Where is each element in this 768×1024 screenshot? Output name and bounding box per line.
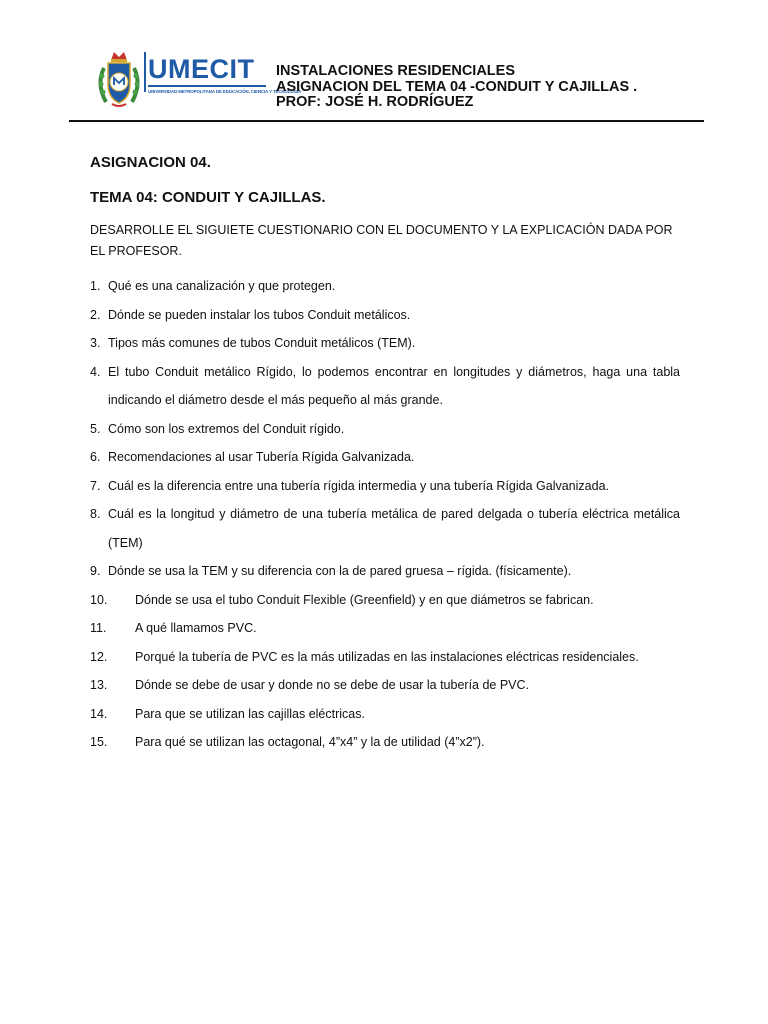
question-number: 12.	[90, 649, 108, 664]
question-text: Para qué se utilizan las octagonal, 4”x4” y la de utilidad (4”x2”).	[135, 735, 485, 749]
question-text: Recomendaciones al usar Tubería Rígida Galvanizada.	[108, 450, 415, 464]
assignment-title: ASIGNACION DEL TEMA 04 -CONDUIT Y CAJILLAS .	[276, 78, 638, 95]
question-item	[90, 301, 680, 330]
question-number: 5.	[90, 421, 101, 436]
question-number: 15.	[90, 735, 108, 749]
topic-heading: TEMA 04: CONDUIT Y CAJILLAS.	[90, 189, 326, 206]
assignment-heading: ASIGNACION 04.	[90, 154, 211, 171]
question-item	[90, 700, 680, 729]
question-number: 9.	[90, 564, 101, 578]
question-text: Cuál es la longitud y diámetro de una tubería metálica de pared delgada o tubería eléctrica metálica (TEM)	[108, 507, 680, 550]
brand-underline	[148, 85, 266, 87]
question-number: 6.	[90, 450, 101, 464]
question-text: A qué llamamos PVC.	[135, 621, 257, 635]
question-item	[90, 472, 680, 501]
document-header	[276, 64, 637, 111]
question-text: El tubo Conduit metálico Rígido, lo podemos encontrar en longitudes y diámetros, haga una tabla indicando el diámetro desde el más pequeño al más grande.	[108, 364, 680, 407]
question-number: 3.	[90, 336, 101, 350]
brand-block	[144, 54, 302, 94]
question-list	[90, 272, 680, 757]
question-text: Cómo son los extremos del Conduit rígido.	[108, 421, 345, 436]
question-text: Tipos más comunes de tubos Conduit metálicos (TEM).	[108, 336, 416, 350]
question-number: 10.	[90, 592, 108, 607]
question-item	[90, 728, 680, 757]
brand-name: UMECIT	[148, 54, 255, 84]
question-item	[90, 329, 680, 358]
question-item	[90, 500, 680, 557]
question-item	[90, 272, 680, 301]
question-number: 14.	[90, 706, 108, 721]
question-text: Dónde se usa el tubo Conduit Flexible (Greenfield) y en que diámetros se fabrican.	[135, 592, 594, 607]
question-item	[90, 586, 680, 615]
question-text: Qué es una canalización y que protegen.	[108, 279, 336, 293]
question-number: 2.	[90, 307, 101, 322]
question-text: Para que se utilizan las cajillas eléctricas.	[135, 706, 365, 721]
question-number: 1.	[90, 279, 101, 293]
question-text: Dónde se pueden instalar los tubos Conduit metálicos.	[108, 307, 411, 322]
question-text: Dónde se usa la TEM y su diferencia con la de pared gruesa – rígida. (físicamente).	[108, 564, 572, 578]
question-item	[90, 443, 680, 472]
question-item	[90, 557, 680, 586]
professor-name: PROF: JOSÉ H. RODRÍGUEZ	[276, 94, 474, 110]
question-number: 13.	[90, 678, 108, 692]
question-item	[90, 415, 680, 444]
question-number: 8.	[90, 507, 101, 521]
question-item	[90, 671, 680, 700]
header-divider	[69, 120, 704, 122]
umecit-logo	[94, 46, 302, 110]
question-number: 7.	[90, 478, 101, 493]
question-text: Cuál es la diferencia entre una tubería rígida intermedia y una tubería Rígida Galvanizada.	[108, 478, 609, 493]
question-item	[90, 358, 680, 415]
instructions-paragraph: DESARROLLE EL SIGUIETE CUESTIONARIO CON EL DOCUMENTO Y LA EXPLICACIÓN DADA POR EL PROFESOR.	[90, 223, 673, 258]
question-number: 11.	[90, 621, 107, 635]
question-item	[90, 643, 680, 672]
crest-icon	[94, 46, 144, 110]
question-number: 4.	[90, 364, 101, 379]
question-text: Dónde se debe de usar y donde no se debe de usar la tubería de PVC.	[135, 678, 530, 692]
brand-subtitle: UNIVERSIDAD METROPOLITANA DE EDUCACIÓN, CIENCIA Y TECNOLOGÍA	[148, 89, 302, 94]
course-title: INSTALACIONES RESIDENCIALES	[276, 63, 516, 79]
question-text: Porqué la tubería de PVC es la más utilizadas en las instalaciones eléctricas residenciales.	[135, 649, 639, 664]
question-item	[90, 614, 680, 643]
